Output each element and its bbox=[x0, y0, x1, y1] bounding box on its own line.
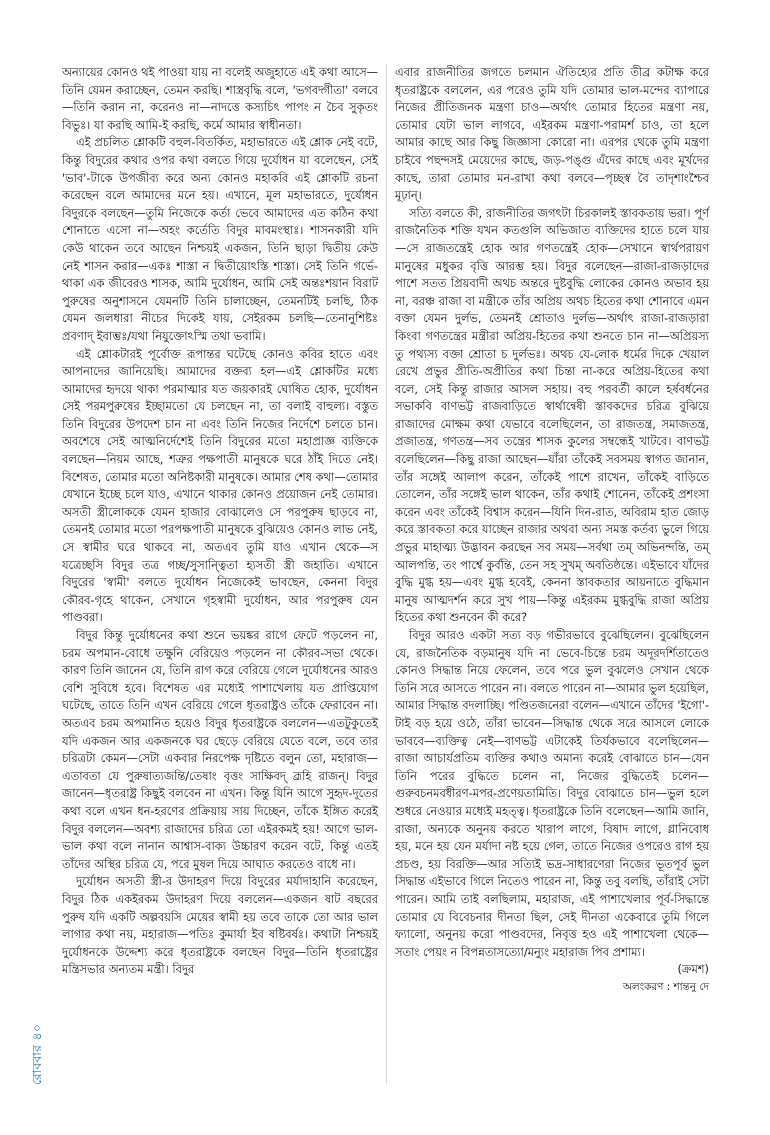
illustration-credit: অলংকরণ : শান্তনু দে bbox=[622, 980, 709, 993]
column-divider bbox=[386, 64, 387, 1084]
paragraph: এবার রাজনীতির জগতে চলমান ঐতিহ্যের প্রতি তীব্র কটাক্ষ করে ধৃতরাষ্ট্রকে বললেন, এর পরেও তুমি যদি তোমার ভাল-মন্দের ব্যাপারে নিজের প্রীতিজনক মন্ত্রণা চাও—অর্থাৎ তোমার হিতের মন্ত্রণা নয়, তোমার যেটা ভাল লাগবে, এইরকম মন্ত্রণা-পরামর্শ চাও, তা হলে আমার কাছে আর কিছু জিজ্ঞাসা কোরো না। এরপর থেকে তুমি মন্ত্রণা চাইবে পছন্দসই মেয়েদের কাছে, জড়-পঙ্গু এঁদের কাছে এবং মূর্খদের কাছে, তারা তোমার মন-রাখা কথা বলবে—পৃচ্ছস্ব বৈ তাদৃশাংশ্চৈব মূঢ়ান্। bbox=[395, 65, 709, 203]
paragraph: অন্যায়ের কোনও থই পাওয়া যায় না বলেই অজুহাতে এই কথা আসে—তিনি যেমন করাচ্ছেন, তেমন করছি। শাস্ত্রবৃদ্ধি বলে, 'ভগবদ্গীতা' বলবে—তিনি করান না, করেনও না—নাদত্তে কস্যচিৎ পাপং ন চৈব সুকৃতং বিভুঃ। যা করছি আমি-ই করছি, কর্মে আমার স্বাধীনতা। bbox=[62, 65, 378, 132]
article-column-left bbox=[62, 64, 378, 979]
paragraph: বিদুর কিন্তু দুর্যোধনের কথা শুনে ভয়ঙ্কর রাগে ফেটে পড়লেন না, চরম অপমান-বোধে তক্ষুনি বেরিয়েও পড়লেন না কৌরব-সভা থেকে। কারণ তিনি জানেন যে, তিনি রাগ করে বেরিয়ে গেলে দুর্যোধনের আরও বেশি সুবিধে হবে। বিশেষত এর মধ্যেই পাশাখেলায় যত প্রাপ্তিযোগ ঘটেছে, তাতে তিনি এখন বেরিয়ে গেলে ধৃতরাষ্ট্রও তাঁকে ফেরাবেন না। অতএব চরম অপমানিত হয়েও বিদুর ধৃতরাষ্ট্রকে বললেন—এতটুকুতেই যদি একজন আর একজনকে ঘর ছেড়ে বেরিয়ে যেতে বলে, তবে তার চরিত্রটা কেমন—সেটা একবার নিরপেক্ষ দৃষ্টিতে বলুন তো, মহারাজ—এতাবতা যে পুরুষাত্যজন্তি/তেষাং বৃত্তং সাক্ষিবদ্ ব্রূহি রাজন্। বিদুর জানেন—ধৃতরাষ্ট্র কিছুই বলবেন না এখন। কিন্তু যিনি আগে সুহৃদ-দূতের কথা বলে এখন ধন-হরণের প্রক্রিয়ায় সায় দিচ্ছেন, তাঁকে ইঙ্গিত করেই বিদুর বললেন—অবশ্য রাজাদের চরিত্র তো এইরকমই হয়! আগে ভাল-ভাল কথা বলে নানান আশ্বাস-বাক্য উচ্চারণ করেন বটে, কিন্তু এতই তাঁদের অস্থির চরিত্র যে, পরে মুষল দিয়ে আঘাত করতেও বাধে না। bbox=[62, 628, 378, 871]
paragraph: এই প্রচলিত শ্লোকটি বহুল-বিতর্কিত, মহাভারতে এই শ্লোক নেই বটে, কিন্তু বিদুরের কথার ওপর কথা বলতে গিয়ে দুর্যোধন যা বলেছেন, সেই 'ভাব'-টাকে উপজীব্য করে অন্য কোনও মহাকবি এই শ্লোকটি রচনা করেছেন বলে আমাদের মনে হয়। এখানে, মূল মহাভারতে, দুর্যোধন বিদুরকে বলছেন—তুমি নিজেকে কর্তা ভেবে আমাদের এত কঠিন কথা শোনাতে এসো না—অহং কর্তেতি বিদুর মাবমংস্থাঃ। শাসনকারী যদি কেউ থাকেন তবে আছেন নিশ্চয়ই একজন, তিনি ছাড়া দ্বিতীয় কেউ নেই শাসন করার—একঃ শাস্তা ন দ্বিতীয়োঽস্তি শাস্তা। সেই তিনি গর্ভে-থাকা এক জীবেরও শাসক, আমি দুর্যোধন, আমি সেই অন্তঃশয়ান বিরাট পুরুষের অনুশাসনে যেমনটি তিনি চালাচ্ছেন, তেমনটিই চলছি, ঠিক যেমন জলধারা নীচের দিকেই যায়, সেইরকম চলছি—তেনানুশিষ্টঃ প্রবণাদ্ ইবাম্ভঃ/যথা নিযুক্তোঽস্মি তথা ভবামি। bbox=[62, 135, 378, 343]
to-be-continued-label: (ক্রমশ) bbox=[677, 962, 709, 977]
article-column-right bbox=[395, 64, 709, 996]
paragraph: সত্যি বলতে কী, রাজনীতির জগৎটা চিরকালই স্তাবকতায় ভরা। পূর্ণ রাজনৈতিক শক্তি যখন কতগুলি অভিজাত ব্যক্তিদের হাতে চলে যায়—সে রাজতন্ত্রেই হোক আর গণতন্ত্রেই হোক—সেখানে স্বার্থপরায়ণ মানুষের মধুকর বৃত্তি আরম্ভ হয়। বিদুর বলেছেন—রাজা-রাজড়াদের পাশে সতত প্রিয়বাদী অথচ অন্তরে দুষ্টবুদ্ধি লোকের কোনও অভাব হয় না, বরঞ্চ রাজা বা মন্ত্রীকে তাঁর অপ্রিয় অথচ হিতের কথা শোনাবে এমন বক্তা যেমন দুর্লভ, তেমনই শ্রোতাও দুর্লভ—অর্থাৎ রাজা-রাজড়ারা কিংবা গণতন্ত্রের মন্ত্রীরা অপ্রিয়-হিতের কথা শুনতে চান না—অপ্রিয়স্য তু পথ্যস্য বক্তা শ্রোতা চ দুর্লভঃ। অথচ যে-লোক ধর্মের দিকে খেয়াল রেখে প্রভুর প্রীতি-অপ্রীতির কথা চিন্তা না-করে অপ্রিয়-হিতের কথা বলে, সেই কিন্তু রাজার আসল সহায়। বহু পরবর্তী কালে হর্ষবর্ধনের সভাকবি বাণভট্ট রাজবাড়িতে স্বার্থান্বেষী স্তাবকদের চরিত্র বুঝিয়ে রাজাদের মোক্ষম কথা যেভাবে বলেছিলেন, তা রাজতন্ত্র, সমাজতন্ত্র, প্রজাতন্ত্র, গণতন্ত্র—সব তন্ত্রের শাসক কুলের সম্বন্ধেই খাটবে। বাণভট্ট বলেছিলেন—কিছু রাজা আছেন—যাঁরা তাঁকেই সবসময় স্বাগত জানান, তাঁর সঙ্গেই আলাপ করেন, তাঁকেই পাশে রাখেন, তাঁকেই বাড়িতে তোলেন, তাঁর সঙ্গেই ভাল থাকেন, তাঁর কথাই শোনেন, তাঁকেই প্রশংসা করেন এবং তাঁকেই বিশ্বাস করেন—যিনি দিন-রাত, অবিরাম হাত জোড় করে স্তাবকতা করে যাচ্ছেন রাজার অথবা অন্য সমস্ত কর্তব্য ভুলে গিয়ে প্রভুর মাহাত্ম্য উদ্ভাবন করছেন সব সময়—সর্বথা তম্ অভিনন্দন্তি, তম্ আলপন্তি, তং পার্শ্বে কুর্বন্তি, তেন সহ সুখম্ অবতিষ্ঠন্তে। এইভাবে যাঁদের বুদ্ধি মুগ্ধ হয়—এবং মুগ্ধ হবেই, কেননা স্তাবকতার আয়নাতে বুদ্ধিমান মানুষ আত্মদর্শন করে সুখ পায়—কিন্তু এইরকম মুগ্ধবুদ্ধি রাজা অপ্রিয় হিতের কথা শুনবেন কী করে? bbox=[395, 205, 709, 625]
paragraph: দুর্যোধন অসতী স্ত্রী-র উদাহরণ দিয়ে বিদুরের মর্যাদাহানি করেছেন, বিদুর ঠিক একইরকম উদাহরণ দিয়ে বললেন—একজন ষাট বছরের পুরুষ যদি একটি অল্পবয়সি মেয়ের স্বামী হয় তবে তাকে তো আর ভাল লাগার কথা নয়, মহারাজ—পতিঃ কুমার্যা ইব ষষ্টিবর্ষঃ। কথাটা নিশ্চয়ই দুর্যোধনকে উদ্দেশ্য করে ধৃতরাষ্ট্রকে বলছেন বিদুর—তিনি ধৃতরাষ্ট্রের মন্ত্রিসভার অন্যতম মন্ত্রী। বিদুর bbox=[62, 874, 378, 977]
paragraph: বিদুর আরও একটা সত্য বড় গভীরভাবে বুঝেছিলেন। বুঝেছিলেন যে, রাজনৈতিক বড়মানুষ যদি না ভেবে-চিন্তে চরম অদূরদর্শিতাতেও কোনও সিদ্ধান্ত নিয়ে ফেলেন, তবে পরে ভুল বুঝলেও সেখান থেকে তিনি সরে আসতে পারেন না। বলতে পারেন না—আমার ভুল হয়েছিল, আমার সিদ্ধান্ত বদলাচ্ছি। পণ্ডিতজনেরা বলেন—এখানে তাঁদের 'ইগো'-টাই বড় হয়ে ওঠে, তাঁরা ভাবেন—সিদ্ধান্ত থেকে সরে আসলে লোকে ভাববে—ব্যক্তিত্ব নেই—বাণভট্ট এটাকেই তির্যকভাবে বলেছিলেন—রাজা আচার্যপ্রতিম ব্যক্তির কথাও অমান্য করেই বোঝাতে চান—যেন তিনি পরের বুদ্ধিতে চলেন না, নিজের বুদ্ধিতেই চলেন—গুরুবচনমবধীরণ-মপর-প্রণেয়তামিতি। বিদুর বোঝাতে চান—ভুল হলে শুধরে নেওয়ার মধ্যেই মহত্ত্ব। ধৃতরাষ্ট্রকে তিনি বলেছেন—আমি জানি, রাজা, অন্যকে অনুনয় করতে খারাপ লাগে, বিষাদ লাগে, গ্লানিবোধ হয়, মনে হয় যেন মর্যাদা নষ্ট হয়ে গেল, তাতে নিজের ওপরেও রাগ হয় প্রচণ্ড, হয় বিরক্তি—আর সত্যিই ভদ্র-সাধারণেরা নিজের ভূতপূর্ব ভুল সিদ্ধান্ত এইভাবে গিলে নিতেও পারেন না, কিন্তু তবু বলছি, তাঁরাই সেটা পারেন। আমি তাই বলছিলাম, মহারাজ, এই পাশাখেলার পূর্ব-সিদ্ধান্তে তোমার যে বিবেচনার দীনতা ছিল, সেই দীনতা একেবারে তুমি গিলে ফ্যালো, অনুনয় করো পাণ্ডবদের, নিবৃত্ত হও এই পাশাখেলা থেকে—সতাং পেয়ং ন বিপন্নতাসত্যো/মন্যুং মহারাজ পিব প্রশাম্য। bbox=[395, 628, 709, 959]
paragraph: এই শ্লোকটারই পূর্বোক্ত রূপান্তর ঘটেছে কোনও কবির হাতে এবং আপনাদের জানিয়েছি। আমাদের বক্তব্য হল—এই শ্লোকটির মধ্যে আমাদের হৃদয়ে থাকা পরমাত্মার যত জয়কারই ঘোষিত হোক, দুর্যোধন সেই পরমপুরুষের ইচ্ছামতো যে চলছেন না, তা বলাই বাহুল্য। বস্তুত তিনি বিদুরের উপদেশ চান না এবং তিনি নিজের নির্দেশে চলতে চান। অবশেষে সেই আত্মনির্দেশেই তিনি বিদুরের মতো মহাপ্রাজ্ঞ ব্যক্তিকে বলছেন—নিয়ম আছে, শত্রুর পক্ষপাতী মানুষকে ঘরে ঠাঁই দিতে নেই। বিশেষত, তোমার মতো অনিষ্টকারী মানুষকে। আমার শেষ কথা—তোমার যেখানে ইচ্ছে চলে যাও, এখানে থাকার কোনও প্রয়োজন নেই তোমার। অসতী স্ত্রীলোককে যেমন হাজার বোঝালেও সে পরপুরুষ ছাড়বে না, তেমনই তোমার মতো পরপক্ষপাতী মানুষকে বুঝিয়েও কোনও লাভ নেই, সে স্বামীর ঘরে থাকবে না, অতএব তুমি যাও এখান থেকে—স যত্রেচ্ছসি বিদুর তত্র গচ্ছ/সুসান্ত্বিতা হ্যসতী স্ত্রী জহাতি। এখানে বিদুরের 'স্বামী' বলতে দুর্যোধন নিজেকেই ভাবছেন, কেননা বিদুর কৌরব-গৃহে থাকেন, সেখানে গৃহস্বামী দুর্যোধন, আর পরপুরুষ যেন পাণ্ডবরা। bbox=[62, 346, 378, 625]
page-folio: রোববার ৪০ bbox=[30, 1023, 44, 1085]
